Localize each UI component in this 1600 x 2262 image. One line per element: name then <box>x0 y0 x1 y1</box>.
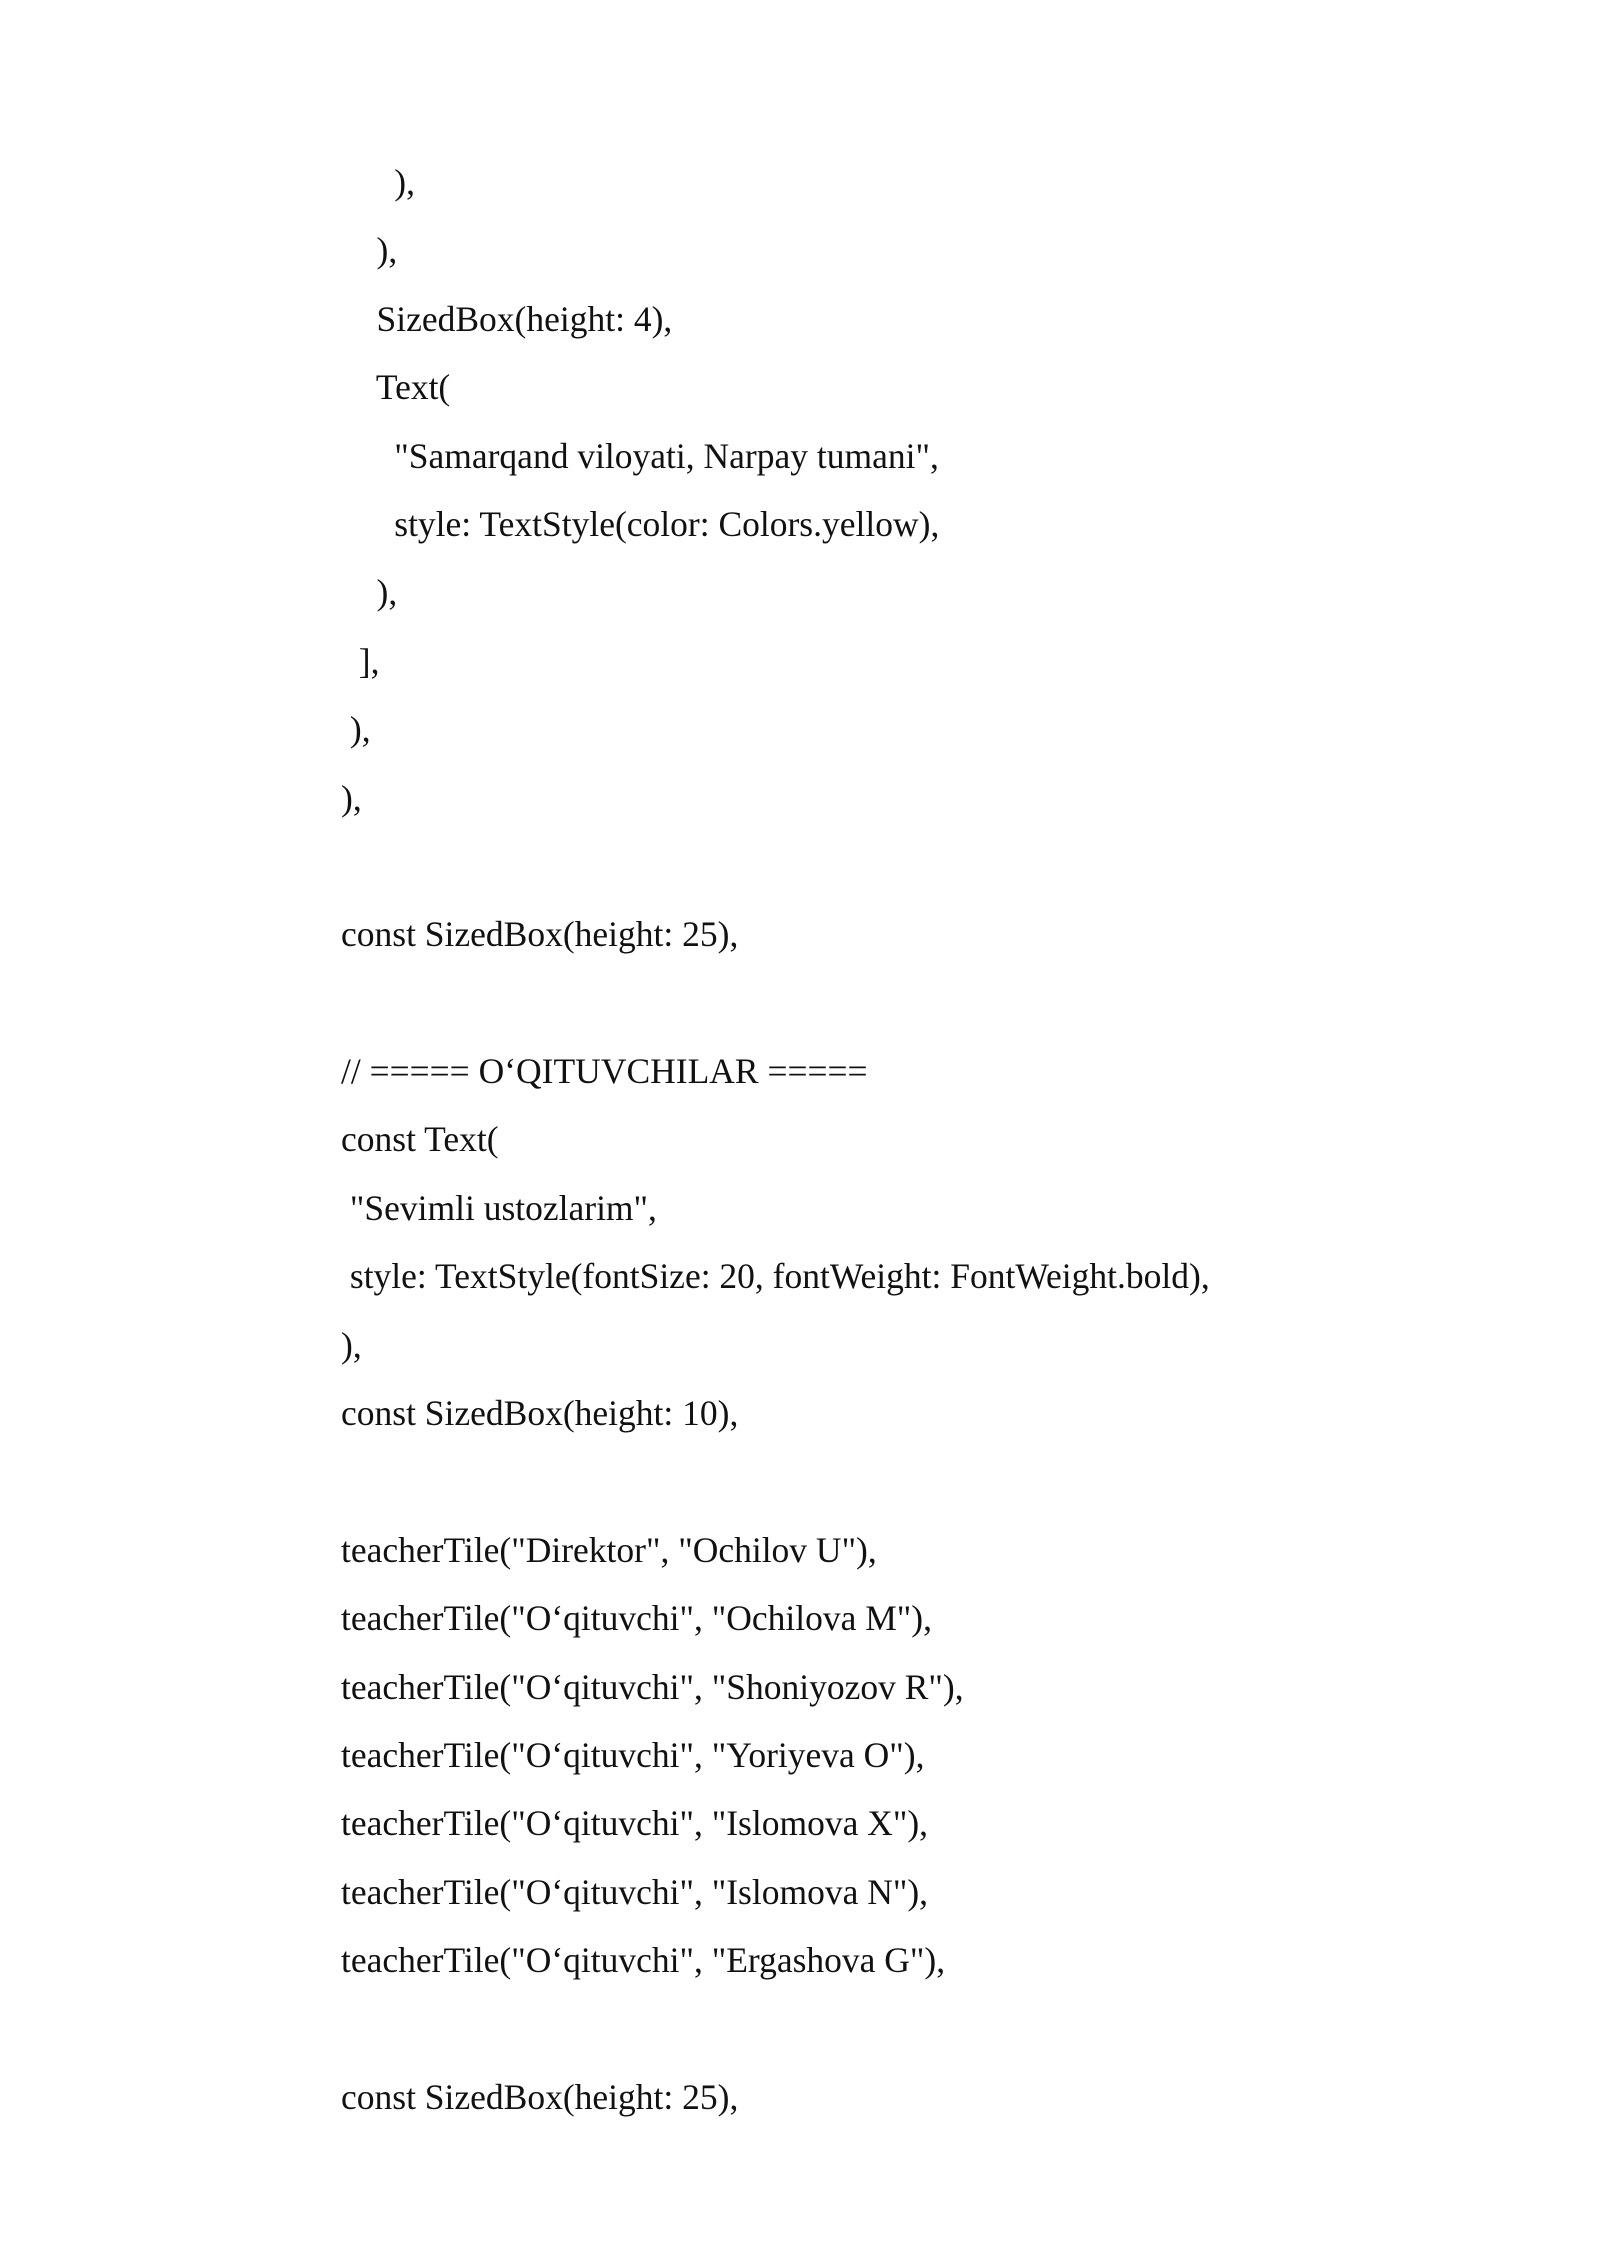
teacher-tile-line: teacherTile("Direktor", "Ochilov U"), <box>341 1529 877 1570</box>
code-line: ), <box>341 1324 362 1365</box>
code-line: style: TextStyle(fontSize: 20, fontWeight: FontWeight.bold), <box>341 1256 1210 1297</box>
teacher-tile-line: teacherTile("O‘qituvchi", "Yoriyeva O"), <box>341 1734 925 1775</box>
code-line: "Sevimli ustozlarim", <box>341 1187 657 1228</box>
blank-line <box>341 1447 1491 1515</box>
teacher-tile-line: teacherTile("O‘qituvchi", "Shoniyozov R"), <box>341 1666 964 1707</box>
code-line: ), <box>341 162 415 202</box>
blank-line <box>341 1995 1491 2063</box>
code-line: const Text( <box>341 1119 499 1160</box>
section-comment: // ===== O‘QITUVCHILAR ===== <box>341 1051 868 1092</box>
blank-line <box>341 832 1491 900</box>
code-line: Text( <box>341 367 451 408</box>
code-line: const SizedBox(height: 25), <box>341 914 739 955</box>
blank-line <box>341 969 1491 1037</box>
code-line: style: TextStyle(color: Colors.yellow), <box>341 503 940 544</box>
code-line: const SizedBox(height: 25), <box>341 2076 739 2117</box>
code-listing <box>341 148 1491 2131</box>
code-line: "Samarqand viloyati, Narpay tumani", <box>341 435 939 476</box>
code-line: ), <box>341 572 398 613</box>
teacher-tile-line: teacherTile("O‘qituvchi", "Ergashova G"), <box>341 1940 946 1981</box>
code-line: const SizedBox(height: 10), <box>341 1393 739 1434</box>
code-line: ), <box>341 777 362 818</box>
code-line: SizedBox(height: 4), <box>341 298 673 339</box>
teacher-tile-line: teacherTile("O‘qituvchi", "Islomova X"), <box>341 1803 929 1844</box>
teacher-tile-line: teacherTile("O‘qituvchi", "Islomova N"), <box>341 1871 929 1912</box>
code-line: ], <box>341 640 380 681</box>
code-line: ), <box>341 230 398 271</box>
code-line: ), <box>341 709 371 750</box>
teacher-tile-line: teacherTile("O‘qituvchi", "Ochilova M"), <box>341 1598 932 1639</box>
